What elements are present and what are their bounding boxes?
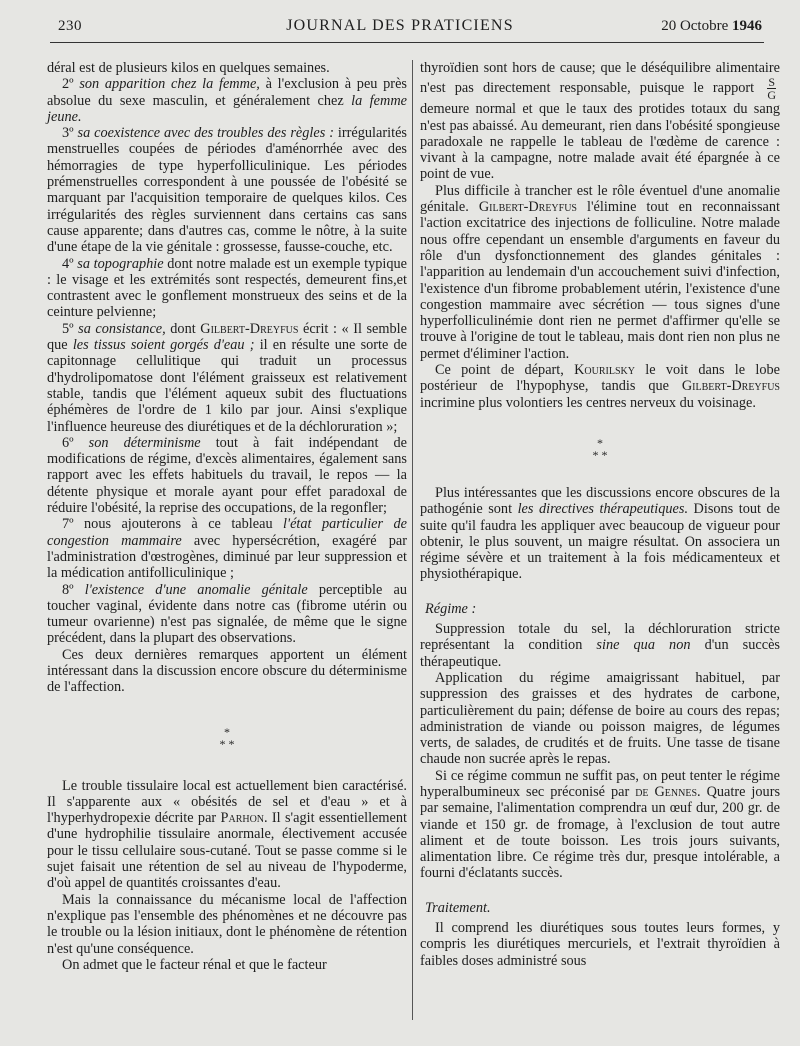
paragraph: Ces deux dernières remarques apportent un élément intéressant dans la discussion encore obscure du déterminisme de l'affection. <box>47 646 407 696</box>
list-item-8: 8º l'existence d'une anomalie génitale perceptible au toucher vaginal, évidente dans notre cas (fibrome utérin ou tumeur ovarienne) n'est pas signalée, de même que le signe précédent, dans la plupart des observations. <box>47 581 407 647</box>
list-item-6: 6º son déterminisme tout à fait indépendant de modifications de régime, d'excès alimentaires, également sans rapport avec les effets habituels du travail, le repos — la détente physique et morale ayant pour effet paradoxal de réduire l'obésité, la reprise des occupations, de la regonfler; <box>47 434 407 517</box>
page-header <box>0 14 800 44</box>
paragraph: Si ce régime commun ne suffit pas, on peut tenter le régime hyperalbumineux sec préconisé par de Gennes. Quatre jours par semaine, l'alimentation comprendra un œuf dur, 200 gr. de viande et 150 gr. de fromage, à l'exclusion de tout autre aliment et de toute boisson. Les trois jours suivants, alimentation libre. Ce régime très dur, presque intolérable, a fourni d'éclatants succès. <box>420 767 781 882</box>
journal-title: JOURNAL DES PRATICIENS <box>286 17 514 34</box>
paragraph: thyroïdien sont hors de cause; que le déséquilibre alimentaire n'est pas directement responsable, puisque le rapport $\frac{S}{G}$ demeure normal et que le taux des protides totaux du sang n'est pas abaissé. Au demeurant, rien dans l'obésité spongieuse paradoxale ne rappelle le tableau de l'œdème de carence : vivant à la campagne, notre malade avait été épargnée à ce point de vue. <box>420 60 780 183</box>
left-column <box>47 60 407 973</box>
paragraph: Suppression totale du sel, la déchloruration stricte représentant la condition sine qua non d'un succès thérapeutique. <box>420 621 780 670</box>
list-item-3: 3º sa coexistence avec des troubles des règles : irrégularités menstruelles coupées de périodes d'aménorrhée avec des hémorragies de type hyperfolliculinique. Les périodes prémenstruelles correspondent à une poussée de l'obésité se marquant par l'acquisition temporaire de quelques kilos. Ces irrégularités des règles surviennent dans certains cas sans cause apparente; dans d'autres cas, comme le nôtre, à la suite d'une étape de la vie génitale : grossesse, fausse-couche, etc. <box>47 125 407 256</box>
paragraph: Ce point de départ, Kourilsky le voit dans le lobe postérieur de l'hypophyse, tandis que Gilbert-Dreyfus incrimine plus volontiers les centres nerveux du voisinage. <box>420 362 780 411</box>
paragraph: Plus intéressantes que les discussions encore obscures de la pathogénie sont les directives thérapeutiques. Disons tout de suite qu'il faudra les appliquer avec beaucoup de vigueur pour obtenir, le plus souvent, un maigre résultat. On associera un régime sévère et un traitement à la fois médicamenteux et physiothérapique. <box>420 484 780 583</box>
paragraph: Application du régime amaigrissant habituel, par suppression des graisses et des hydrates de carbone, particulièrement du pain; défense de boire au cours des repas; administration de viande ou poisson maigres, de légumes verts, de salades, de crudités et de fruits. Une tasse de tisane chaude non sucrée après le repas. <box>420 669 780 768</box>
paragraph: On admet que le facteur rénal et que le facteur <box>62 956 327 973</box>
list-item-4: 4º sa topographie dont notre malade est un exemple typique : le visage et les extrémités sont respectés, demeurent fins,et contrastent avec le gonflement monstrueux des seins et de la ceinture pelvienne; <box>47 255 407 321</box>
paragraph: déral est de plusieurs kilos en quelques semaines. <box>47 60 330 76</box>
section-heading-regime: Régime : <box>425 600 477 617</box>
page-number: 230 <box>58 18 82 34</box>
list-item-5: 5º sa consistance, dont Gilbert-Dreyfus écrit : « Il semble que les tissus soient gorgés d'eau ; il en résulte une sorte de capitonnage cellulitique qui traduit un processus d'hydrolipomatose dont l'élément graisseux est relativement stable, tandis que l'élément aqueux subit des fluctuations éphémères de l'ordre de 1 kilo par jour. Ainsi s'explique l'influence heureuse des diurétiques et de la déchloruration »; <box>47 320 408 435</box>
section-asterism: * * * <box>219 724 235 751</box>
paragraph: Plus difficile à trancher est le rôle éventuel d'une anomalie génitale. Gilbert-Dreyfus l'élimine tout en reconnaissant l'action excitatrice des injections de folliculine. Notre malade nous offre cependant un ensemble d'arguments en faveur du rôle d'un dysfonctionnement des glandes génitales : l'apparition au lendemain d'un accouchement suivi d'infection, l'existence d'un fibrome probablement utérin, l'existence d'une congestion mammaire avec sécrétion — tous signes d'une hyperfolliculinémie dont rien ne permet d'affirmer qu'elle se trouve à l'origine de tout le tableau, mais dont rien non plus ne permet d'éliminer l'action. <box>420 182 780 362</box>
list-item-2: 2º son apparition chez la femme, à l'exclusion à peu près absolue du sexe masculin, et généralement chez la femme jeune. <box>47 76 407 125</box>
list-item-7: 7º nous ajouterons à ce tableau l'état particulier de congestion mammaire avec hypersécrétion, exagéré par l'administration d'œstrogènes, diminué par leur suppression et la médication antifolliculinique ; <box>47 516 408 582</box>
date-year: 1946 <box>732 18 762 34</box>
ratio-fraction: $\frac{S}{G}$ <box>767 75 776 103</box>
paragraph: Il comprend les diurétiques sous toutes leurs formes, y compris les diurétiques mercuriels, et l'extrait thyroïdien à faibles doses administré sous <box>420 920 780 969</box>
paragraph: Le trouble tissulaire local est actuellement bien caractérisé. Il s'apparente aux « obésités de sel et d'eau » et à l'hyperhydropexie décrite par Parhon. Il s'agit essentiellement d'une hydrophilie tissulaire anormale, électivement accusée pour le tissu cellulaire sous-cutané. Tout se passe comme si le sujet faisait une rétention de sel au niveau de l'hypoderme, d'où appel de quantités croissantes d'eau. <box>47 777 407 892</box>
paragraph: Mais la connaissance du mécanisme local de l'affection n'explique pas l'ensemble des phénomènes et ne découvre pas le trouble ou la lésion initiaux, dont le phénomène de rétention n'est qu'une conséquence. <box>47 891 407 957</box>
date-day-month: 20 Octobre <box>661 18 732 34</box>
issue-date <box>661 18 762 35</box>
right-column <box>420 60 780 969</box>
column-divider <box>412 60 413 1020</box>
section-heading-traitement: Traitement. <box>425 899 491 916</box>
header-rule <box>50 42 764 43</box>
section-asterism: * * * <box>592 435 608 462</box>
